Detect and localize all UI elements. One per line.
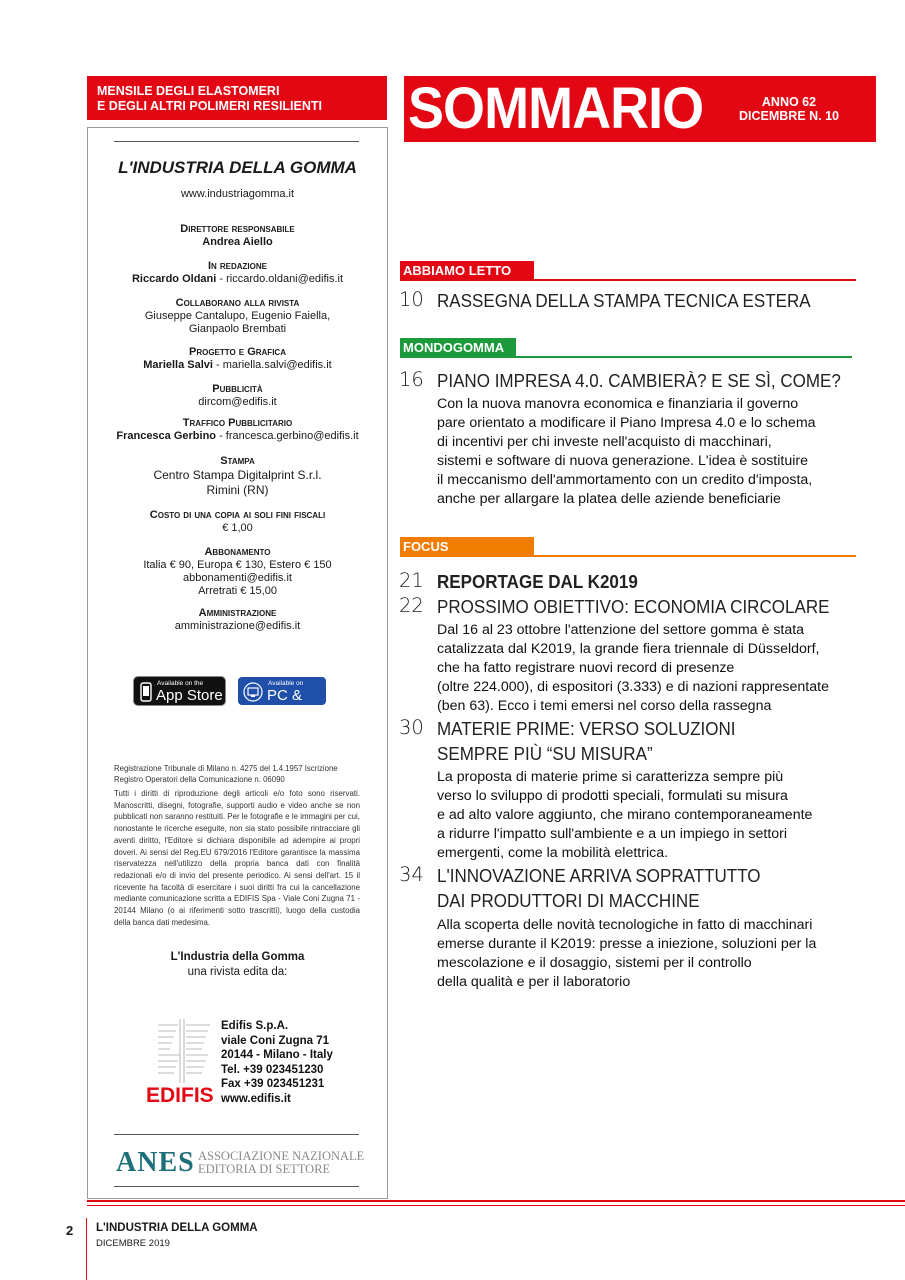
- credit-block: [100, 455, 375, 498]
- credit-block: [100, 546, 375, 598]
- app-store-label: App Store: [156, 687, 223, 704]
- credit-line: [100, 310, 375, 323]
- legal-notice: Tutti i diritti di riproduzione degli articoli e/o foto sono riservati. Manoscritti, disegni, fotografie, supporti audio e video anche se non pubblicati non saranno restituiti. Per le fotografie e le immagini per cui, nonostante le ricerche eseguite, non sia stato possibile rintracciare gli aventi diritto, l'Editore si dichiara disponibile ad adempire ai propri doveri. Ai sensi del Reg.EU 679/2016 l'Editore garantisce la massima riservatezza nell'utilizzo della propria banca dati con finalità redazionali e/o di invio del presente periodico. Ai sensi dell'art. 15 il ricevente ha facoltà di esercitare i suoi diritti fra cui la cancellazione mediante comunicazione scritta a EDIFIS Spa - Viale Coni Zugna 71 - 20144 Milano (o ai riferimenti sotto trascritti), luogo della custodia della banca dati medesima.: [114, 789, 360, 927]
- title-line: DAI PRODUTTORI DI MACCHINE: [437, 890, 700, 911]
- credit-detail: Centro Stampa Digitalprint S.r.l.: [153, 468, 322, 482]
- summary-line: emerse durante il K2019: presse a iniezione, soluzioni per la: [437, 936, 817, 952]
- summary-line: Con la nuova manovra economica e finanziaria il governo: [437, 396, 799, 412]
- footer-rule: [87, 1200, 905, 1202]
- footer-rule: [87, 1205, 905, 1206]
- toc-page-number: 10: [399, 288, 424, 311]
- credit-block: [100, 607, 375, 633]
- credit-name: Mariella Salvi: [143, 359, 213, 371]
- summary-line: pare orientato a modificare il Piano Impresa 4.0 e lo schema: [437, 415, 816, 431]
- credit-label: Direttore responsabile: [180, 223, 295, 235]
- credit-detail: € 1,00: [222, 522, 253, 534]
- tagline-line: MENSILE DEGLI ELASTOMERI: [97, 84, 280, 98]
- issue-info: [734, 95, 844, 123]
- credit-line: [100, 585, 375, 598]
- tagline-line: E DEGLI ALTRI POLIMERI RESILIENTI: [97, 99, 323, 113]
- website-link[interactable]: www.industriagomma.it: [180, 188, 295, 200]
- credit-line: [100, 620, 375, 633]
- publisher-tel: Tel. +39 023451230: [221, 1063, 324, 1076]
- sommario-banner: [404, 76, 876, 142]
- section-label-abbiamo-letto: ABBIAMO LETTO: [400, 261, 534, 281]
- divider: [114, 141, 359, 142]
- anes-line: EDITORIA DI SETTORE: [198, 1162, 331, 1176]
- credit-detail: Italia € 90, Europa € 130, Estero € 150: [143, 559, 332, 571]
- anes-logo: ANES: [116, 1147, 195, 1178]
- credit-block: [100, 260, 375, 286]
- credit-block: [100, 417, 375, 443]
- section-rule: [400, 279, 856, 281]
- credit-label: Traffico Pubblicitario: [182, 417, 293, 429]
- toc-item-summary: [437, 621, 837, 716]
- credit-line: [100, 396, 375, 409]
- summary-line: sistemi e software di nuova generazione. L'idea è sostituire: [437, 453, 809, 469]
- app-store-small: Available on the: [157, 680, 204, 687]
- summary-line: e ad alto valore aggiunto, che mirano contemporaneamente: [437, 807, 813, 823]
- toc-item-summary: [437, 916, 837, 992]
- publisher-street: viale Coni Zugna 71: [221, 1034, 329, 1047]
- credit-detail: Giuseppe Cantalupo, Eugenio Faiella,: [144, 310, 331, 322]
- credit-label: Collaborano alla rivista: [175, 297, 300, 309]
- issue-year: ANNO 62: [761, 95, 817, 109]
- summary-line: a ridurre l'impatto sull'ambiente e a un impiego in settori: [437, 826, 788, 842]
- footer-date: DICEMBRE 2019: [96, 1238, 170, 1249]
- credit-name: Andrea Aiello: [202, 236, 273, 248]
- credit-detail: Gianpaolo Brembati: [188, 323, 287, 335]
- toc-item-title[interactable]: REPORTAGE DAL K2019: [437, 571, 638, 592]
- summary-line: anche per allargare la platea delle aziende beneficiarie: [437, 491, 781, 507]
- summary-line: che ha fatto registrare nuovi record di presenze: [437, 660, 735, 676]
- toc-item-summary: [437, 768, 837, 863]
- divider: [114, 1134, 359, 1135]
- credit-detail[interactable]: - riccardo.oldani@edifis.it: [216, 273, 344, 285]
- title-line: L'INNOVAZIONE ARRIVA SOPRATTUTTO: [437, 865, 761, 886]
- credit-label: Pubblicità: [212, 383, 263, 395]
- credit-detail: Arretrati € 15,00: [198, 585, 277, 597]
- credit-line: [100, 323, 375, 336]
- toc-item-summary: [437, 395, 837, 509]
- summary-line: di incentivi per chi investe nell'acquisto di macchinari,: [437, 434, 772, 450]
- credit-label: In redazione: [207, 260, 267, 272]
- publisher-intro: [100, 950, 375, 980]
- publisher-address: [221, 1019, 333, 1106]
- registration-note: Registrazione Tribunale di Milano n. 4275 del 1.4.1957 Iscrizione Registro Operatori della Comunicazione n. 06090: [114, 764, 338, 784]
- footer-publication: L'INDUSTRIA DELLA GOMMA: [96, 1222, 258, 1234]
- title-line: MATERIE PRIME: VERSO SOLUZIONI: [437, 718, 736, 739]
- monitor-icon: [243, 682, 263, 702]
- toc-item-title[interactable]: [437, 863, 761, 913]
- title-line: SEMPRE PIÙ “SU MISURA”: [437, 743, 653, 764]
- issue-number: DICEMBRE N. 10: [738, 109, 840, 123]
- summary-line: della qualità e per il laboratorio: [437, 974, 631, 990]
- section-label-focus: FOCUS: [400, 537, 534, 557]
- credit-label: Costo di una copia ai soli fini fiscali: [149, 509, 326, 521]
- credit-line: [100, 522, 375, 535]
- credit-block: [100, 297, 375, 336]
- summary-line: mescolazione e il dosaggio, sistemi per il controllo: [437, 955, 752, 971]
- toc-item-title[interactable]: PROSSIMO OBIETTIVO: ECONOMIA CIRCOLARE: [437, 596, 830, 617]
- summary-line: Dal 16 al 23 ottobre l'attenzione del settore gomma è stata: [437, 622, 805, 638]
- credit-line: [100, 559, 375, 572]
- magazine-tagline: [87, 76, 387, 120]
- publisher-city: 20144 - Milano - Italy: [221, 1049, 333, 1061]
- credit-line: [100, 572, 375, 585]
- publisher-intro-title: L'Industria della Gomma: [170, 951, 305, 963]
- credit-detail[interactable]: abbonamenti@edifis.it: [182, 572, 292, 584]
- credit-detail[interactable]: dircom@edifis.it: [198, 396, 277, 408]
- footer-divider: [86, 1218, 87, 1280]
- toc-item-title[interactable]: RASSEGNA DELLA STAMPA TECNICA ESTERA: [437, 290, 811, 311]
- credit-line: [100, 468, 375, 483]
- credit-label: Stampa: [220, 455, 255, 467]
- summary-line: catalizzata dal K2019, la grande fiera triennale di Düsseldorf,: [437, 641, 820, 657]
- divider: [114, 1186, 359, 1187]
- summary-line: (oltre 224.000), di espositori (3.333) e di nazioni rappresentate: [437, 679, 829, 695]
- credit-name: Riccardo Oldani: [131, 273, 217, 285]
- credit-block: [100, 223, 375, 249]
- pc-mac-label: PC & Mac: [267, 687, 303, 721]
- edifis-logo-word: EDIFIS: [146, 1084, 214, 1107]
- summary-line: Alla scoperta delle novità tecnologiche in fatto di macchinari: [437, 917, 813, 933]
- credit-detail[interactable]: - mariella.salvi@edifis.it: [212, 359, 332, 371]
- summary-line: (ben 63). Ecco i temi emersi nel corso della rassegna: [437, 698, 772, 714]
- anes-line: ASSOCIAZIONE NAZIONALE: [198, 1149, 365, 1163]
- toc-item-title[interactable]: [437, 716, 736, 766]
- publisher-web[interactable]: www.edifis.it: [221, 1092, 291, 1105]
- publisher-fax: Fax +39 023451231: [221, 1078, 325, 1090]
- credit-line: [100, 359, 375, 372]
- toc-page-number: 21: [399, 569, 424, 592]
- page-title: SOMMARIO: [408, 76, 704, 141]
- credit-detail: Rimini (RN): [206, 483, 269, 497]
- summary-line: emergenti, come la mobilità elettrica.: [437, 845, 669, 861]
- section-rule: [400, 356, 852, 358]
- toc-item-title[interactable]: PIANO IMPRESA 4.0. CAMBIERÀ? E SE SÌ, COME?: [437, 370, 841, 391]
- summary-line: La proposta di materie prime si caratterizza sempre più: [437, 769, 784, 785]
- page-number: 2: [66, 1223, 74, 1238]
- credit-detail[interactable]: amministrazione@edifis.it: [174, 620, 301, 632]
- credit-line: [100, 430, 375, 443]
- pc-mac-badge[interactable]: [237, 676, 327, 721]
- credit-name: Francesca Gerbino: [116, 430, 217, 442]
- credit-line: [100, 236, 375, 249]
- credit-block: [100, 346, 375, 372]
- summary-line: verso lo sviluppo di prodotti speciali, formulati su misura: [437, 788, 788, 804]
- credit-block: [100, 509, 375, 535]
- publication-title: L'INDUSTRIA DELLA GOMMA: [118, 158, 357, 177]
- credit-label: Amministrazione: [198, 607, 277, 619]
- toc-page-number: 34: [399, 863, 424, 886]
- edifis-logo-icon: [150, 1019, 216, 1083]
- section-rule: [400, 555, 856, 557]
- publisher-name: Edifis S.p.A.: [221, 1020, 289, 1032]
- credit-label: Progetto e Grafica: [189, 346, 286, 358]
- credit-detail[interactable]: - francesca.gerbino@edifis.it: [216, 430, 359, 442]
- section-label-mondogomma: MONDOGOMMA: [400, 338, 516, 358]
- publisher-intro-sub: una rivista edita da:: [187, 966, 288, 978]
- app-store-badge[interactable]: [133, 676, 226, 706]
- toc-page-number: 22: [399, 594, 424, 617]
- toc-page-number: 30: [399, 716, 424, 739]
- phone-icon: [140, 682, 152, 702]
- credit-line: [100, 273, 375, 286]
- credit-line: [100, 483, 375, 498]
- summary-line: il meccanismo dell'ammortamento con un credito d'imposta,: [437, 472, 813, 488]
- credit-block: [100, 383, 375, 409]
- credit-label: Abbonamento: [204, 546, 271, 558]
- pc-mac-small: Available on: [268, 680, 304, 687]
- toc-page-number: 16: [399, 368, 424, 391]
- anes-subtitle: [198, 1150, 364, 1176]
